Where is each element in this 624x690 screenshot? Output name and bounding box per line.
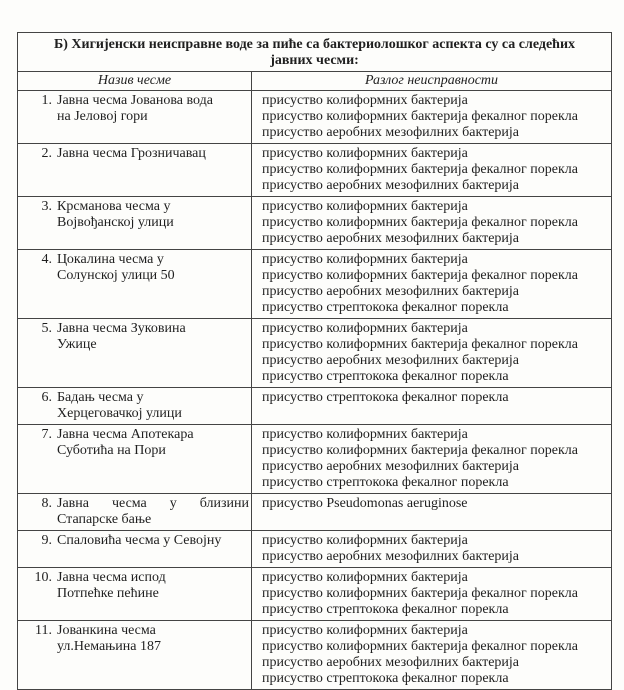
table-row [18,91,612,144]
reason-item: присуство аеробних мезофилних бактерија [262,655,520,670]
reason-item: присуство колиформних бактерија [262,93,468,108]
fountain-name: Јавна чесма Грозничавац [57,146,206,161]
reason-item: присуство аеробних мезофилних бактерија [262,284,520,299]
reason-cell [252,531,612,568]
reason-item: присуство аеробних мезофилних бактерија [262,178,520,193]
fountain-name-continuation: Херцеговачкој улици [57,406,182,421]
row-number: 10. [34,570,52,585]
reason-item: присуство стрептокока фекалног порекла [262,369,509,384]
reason-cell [252,494,612,531]
document [17,32,611,690]
reason-item: присуство колиформних бактерија фекалног порекла [262,337,578,352]
row-number: 11. [35,623,52,638]
table-row [18,531,612,568]
reason-cell [252,425,612,494]
reason-cell [252,91,612,144]
reason-item: присуство колиформних бактерија фекалног порекла [262,162,578,177]
fountain-name-continuation: Стапарске бање [57,512,152,527]
fountain-name-cell [18,621,252,690]
fountain-name-cell [18,197,252,250]
row-number: 9. [41,533,52,548]
fountain-name: Спаловића чесма у Севојну [57,533,222,548]
fountain-table [17,32,612,690]
column-header-name: Назив чесме [18,72,252,91]
table-title-line2: јавних чесми: [270,53,359,68]
row-number: 8. [41,496,52,511]
reason-item: присуство колиформних бактерија фекалног порекла [262,443,578,458]
row-number: 2. [41,146,52,161]
reason-item: присуство аеробних мезофилних бактерија [262,459,520,474]
fountain-name-line [22,496,249,512]
fountain-name-continuation: ул.Немањина 187 [57,639,161,654]
reason-cell [252,568,612,621]
fountain-name: Крсманова чесма у [57,199,171,214]
row-number: 6. [41,390,52,405]
fountain-name-line [22,321,249,337]
reason-item: присуство колиформних бактерија фекалног порекла [262,215,578,230]
table-body [18,91,612,690]
reason-item: присуство колиформних бактерија фекалног порекла [262,639,578,654]
table-row [18,388,612,425]
fountain-name-continuation: Солунској улици 50 [57,268,175,283]
fountain-name: Бадањ чесма у [57,390,144,405]
fountain-name-cell [18,144,252,197]
fountain-name-cell [18,250,252,319]
fountain-name: Јавна чесма Јованова вода [57,93,213,108]
fountain-name-continuation: на Јеловој гори [57,109,148,124]
fountain-name-line [22,427,249,443]
reason-cell [252,388,612,425]
fountain-name: Јавна чесма у близини [57,496,249,511]
fountain-name-cell [18,388,252,425]
reason-item: присуство колиформних бактерија фекалног порекла [262,268,578,283]
reason-item: присуство колиформних бактерија [262,252,468,267]
table-title-line1: Б) Хигијенски неисправне воде за пиће са бактериолошког аспекта су са следећих [53,37,576,52]
reason-item: присуство аеробних мезофилних бактерија [262,231,520,246]
reason-item: присуство стрептокока фекалног порекла [262,300,509,315]
row-number: 5. [41,321,52,336]
table-row [18,425,612,494]
row-number: 1. [41,93,52,108]
row-number: 3. [41,199,52,214]
fountain-name: Јавна чесма Апотекара [57,427,194,442]
fountain-name-line [22,252,249,268]
reason-item: присуство аеробних мезофилних бактерија [262,549,520,564]
fountain-name-continuation: Ужице [57,337,97,352]
fountain-name: Јавна чесма Зуковина [57,321,186,336]
reason-item: присуство колиформних бактерија [262,146,468,161]
reason-item: присуство колиформних бактерија фекалног порекла [262,586,578,601]
row-number: 7. [41,427,52,442]
reason-item: присуство колиформних бактерија [262,199,468,214]
fountain-name: Јованкина чесма [57,623,156,638]
fountain-name-line [22,146,249,162]
reason-item: присуство колиформних бактерија фекалног порекла [262,109,578,124]
fountain-name-continuation: Потпећке пећине [57,586,159,601]
reason-item: присуство Pseudomonas aeruginose [262,496,468,511]
fountain-name-line [22,570,249,586]
table-row [18,494,612,531]
reason-cell [252,621,612,690]
fountain-name-cell [18,531,252,568]
fountain-name-line [22,623,249,639]
table-row [18,250,612,319]
reason-item: присуство колиформних бактерија [262,570,468,585]
reason-item: присуство колиформних бактерија [262,427,468,442]
fountain-name-line [22,199,249,215]
reason-item: присуство аеробних мезофилних бактерија [262,125,520,140]
reason-item: присуство стрептокока фекалног порекла [262,602,509,617]
reason-item: присуство стрептокока фекалног порекла [262,475,509,490]
fountain-name-line [22,533,249,549]
fountain-name-cell [18,494,252,531]
table-row [18,621,612,690]
fountain-name-continuation: Војвођанској улици [57,215,174,230]
reason-item: присуство колиформних бактерија [262,623,468,638]
fountain-name-cell [18,91,252,144]
reason-item: присуство стрептокока фекалног порекла [262,390,509,405]
table-row [18,197,612,250]
reason-cell [252,144,612,197]
reason-item: присуство стрептокока фекалног порекла [262,671,509,686]
reason-item: присуство колиформних бактерија [262,533,468,548]
table-title [18,33,612,72]
reason-cell [252,250,612,319]
reason-item: присуство аеробних мезофилних бактерија [262,353,520,368]
reason-cell [252,319,612,388]
fountain-name-cell [18,568,252,621]
reason-cell [252,197,612,250]
column-header-reason: Разлог неисправности [252,72,612,91]
reason-item: присуство колиформних бактерија [262,321,468,336]
fountain-name-cell [18,319,252,388]
fountain-name: Цокалина чесма у [57,252,164,267]
row-number: 4. [41,252,52,267]
table-row [18,319,612,388]
table-row [18,568,612,621]
fountain-name: Јавна чесма испод [57,570,166,585]
fountain-name-line [22,93,249,109]
table-row [18,144,612,197]
fountain-name-cell [18,425,252,494]
fountain-name-line [22,390,249,406]
fountain-name-continuation: Суботића на Пори [57,443,166,458]
